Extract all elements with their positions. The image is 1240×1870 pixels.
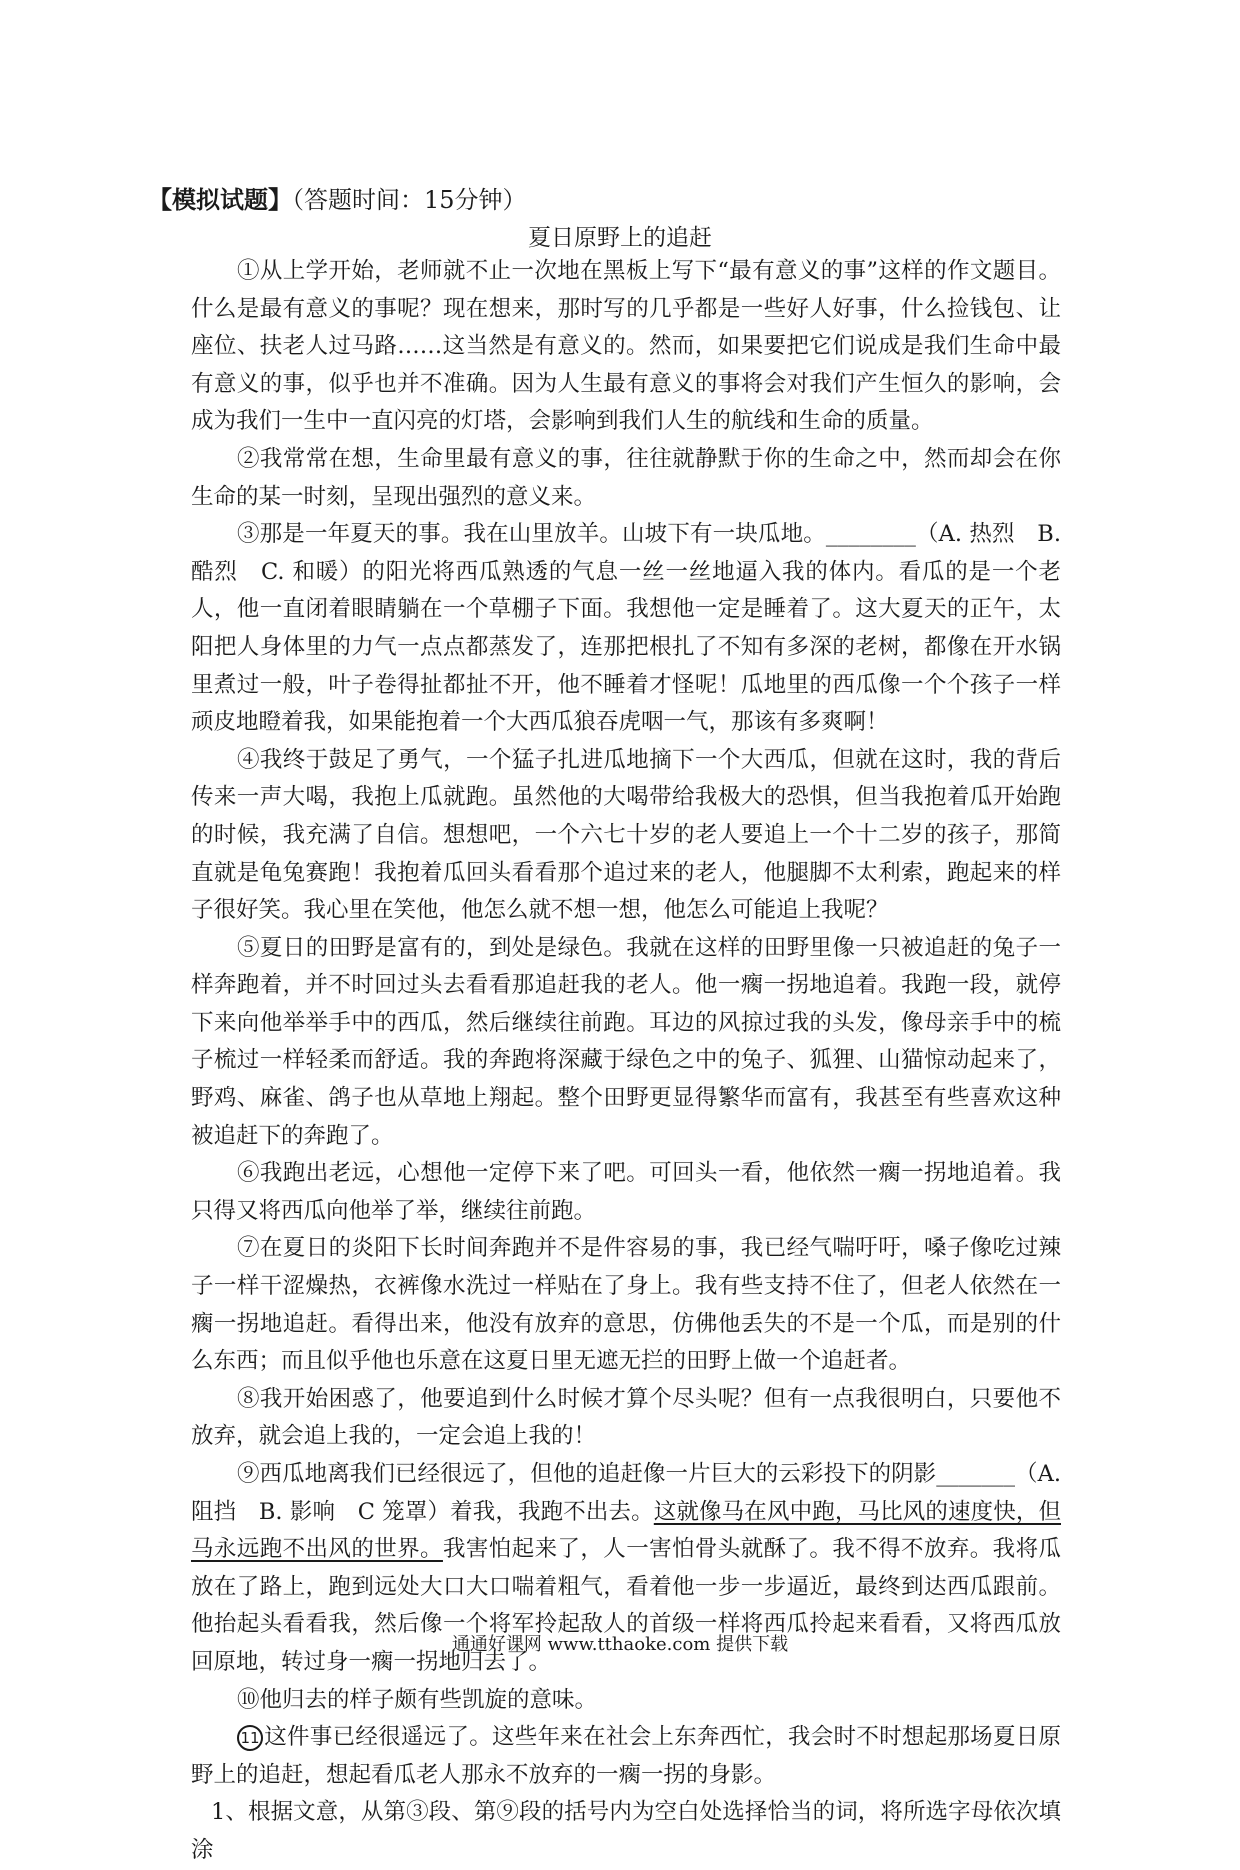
paragraph-3: ③那是一年夏天的事。我在山里放羊。山坡下有一块瓜地。________（A. 热烈 B. 酷烈 C. 和暖）的阳光将西瓜熟透的气息一丝一丝地逼入我的体内。看瓜的是一个老人，他一直闭着眼睛躺在一个草棚子下面。我想他一定是睡着了。这大夏天的正午，太阳把人身体里的力气一点点都蒸发了，连那把根扎了不知有多深的老树，都像在开水锅里煮过一般，叶子卷得扯都扯不开，他不睡着才怪呢！瓜地里的西瓜像一个个孩子一样顽皮地瞪着我，如果能抱着一个大西瓜狼吞虎咽一气，那该有多爽啊！ xyxy=(191,521,1061,736)
page-footer: 通通好课网 www.tthaoke.com 提供下载 xyxy=(451,1634,789,1655)
paragraph-1: ①从上学开始，老师就不止一次地在黑板上写下“最有意义的事”这样的作文题目。什么是最有意义的事呢？现在想来，那时写的几乎都是一些好人好事，什么捡钱包、让座位、扶老人过马路……这当然是有意义的。然而，如果要把它们说成是我们生命中最有意义的事，似乎也并不准确。因为人生最有意义的事将会对我们产生恒久的影响，会成为我们一生中一直闪亮的灯塔，会影响到我们人生的航线和生命的质量。 xyxy=(191,258,1061,435)
paragraph-9-end: 我害怕起来了，人一害怕骨头就酥了。我不得不放弃。我将瓜放在了路上，跑到远处大口大口喘着粗气，看着他一步一步逼近，最终到达西瓜跟前。他抬起头看看我，然后像一个将军拎起敌人的首级一样将西瓜拎起来看看，又将西瓜放回原地，转过身一瘸一拐地归去了。 xyxy=(191,1536,1061,1675)
paragraph-9-start: ⑨西瓜地离我们已经很远了，但他的追赶像一片巨大的云彩投下的阴影_______（A. 阻挡 B. 影响 C 笼罩）着我，我跑不出去。 xyxy=(191,1461,1061,1525)
section-label: 【模拟试题】 xyxy=(148,185,292,214)
article-title: 夏日原野上的追赶 xyxy=(528,225,712,251)
paragraph-11-text: 这件事已经很遥远了。这些年来在社会上东奔西忙，我会时不时想起那场夏日原野上的追赶，想起看瓜老人那永不放弃的一瘸一拐的身影。 xyxy=(191,1724,1061,1788)
question-1: 1、根据文意，从第③段、第⑨段的括号内为空白处选择恰当的词，将所选字母依次填涂 xyxy=(191,1799,1061,1863)
article-body xyxy=(191,253,1061,1870)
paragraph-2: ②我常常在想，生命里最有意义的事，往往就静默于你的生命之中，然而却会在你生命的某一时刻，呈现出强烈的意义来。 xyxy=(191,445,1061,510)
paragraph-5: ⑤夏日的田野是富有的，到处是绿色。我就在这样的田野里像一只被追赶的兔子一样奔跑着，并不时回过头去看看那追赶我的老人。他一瘸一拐地追着。我跑一段，就停下来向他举举手中的西瓜，然后继续往前跑。耳边的风掠过我的头发，像母亲手中的梳子梳过一样轻柔而舒适。我的奔跑将深藏于绿色之中的兔子、狐狸、山猫惊动起来了，野鸡、麻雀、鸽子也从草地上翔起。整个田野更显得繁华而富有，我甚至有些喜欢这种被追赶下的奔跑了。 xyxy=(191,934,1061,1149)
time-note: （答题时间：15分钟） xyxy=(292,186,527,214)
exam-header xyxy=(148,183,527,217)
circled-number-11: 11 xyxy=(237,1725,263,1751)
paragraph-7: ⑦在夏日的炎阳下长时间奔跑并不是件容易的事，我已经气喘吁吁，嗓子像吃过辣子一样干涩燥热，衣裤像水洗过一样贴在了身上。我有些支持不住了，但老人依然在一瘸一拐地追赶。看得出来，他没有放弃的意思，仿佛他丢失的不是一个瓜，而是别的什么东西；而且似乎他也乐意在这夏日里无遮无拦的田野上做一个追赶者。 xyxy=(191,1235,1061,1375)
paragraph-11 xyxy=(191,1719,1061,1794)
underlined-sentence: 这就像马在风中跑，马比风的速度快，但马永远跑不出风的世界。 xyxy=(191,1498,1061,1563)
paragraph-4: ④我终于鼓足了勇气，一个猛子扎进瓜地摘下一个大西瓜，但就在这时，我的背后传来一声大喝，我抱上瓜就跑。虽然他的大喝带给我极大的恐惧，但当我抱着瓜开始跑的时候，我充满了自信。想想吧，一个六七十岁的老人要追上一个十二岁的孩子，那简直就是龟兔赛跑！我抱着瓜回头看看那个追过来的老人，他腿脚不太利索，跑起来的样子很好笑。我心里在笑他，他怎么就不想一想，他怎么可能追上我呢？ xyxy=(191,746,1061,924)
paragraph-10: ⑩他归去的样子颇有些凯旋的意味。 xyxy=(237,1686,598,1713)
paragraph-6: ⑥我跑出老远，心想他一定停下来了吧。可回头一看，他依然一瘸一拐地追着。我只得又将西瓜向他举了举，继续往前跑。 xyxy=(191,1160,1061,1224)
paragraph-8: ⑧我开始困惑了，他要追到什么时候才算个尽头呢？但有一点我很明白，只要他不放弃，就会追上我的，一定会追上我的！ xyxy=(191,1385,1061,1450)
